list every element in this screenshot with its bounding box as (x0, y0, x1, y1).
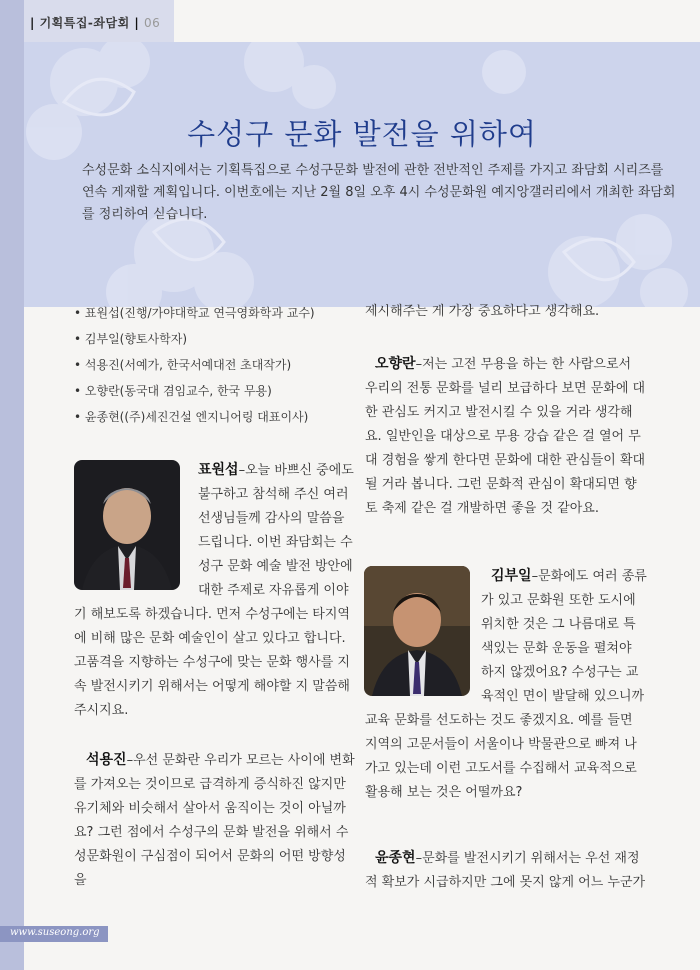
article-title: 수성구 문화 발전을 위하여 (187, 117, 537, 151)
attendee-item: • 윤종현((주)세진건설 엔지니어링 대표이사) (74, 404, 354, 430)
attendee-item: • 오향란(동국대 겸임교수, 한국 무용) (74, 378, 354, 404)
page-number: 06 (143, 16, 161, 30)
footer-url: www.suseong.org (10, 927, 100, 938)
section-label: 기획특집-좌담회 (39, 16, 130, 30)
speaker-name: 윤종현 (375, 850, 416, 866)
attendee-item: • 표원섭(진행/가야대학교 연극영화학과 교수) (74, 300, 354, 326)
attendee-list (74, 300, 354, 430)
section-header: | 기획특집-좌담회 | 06 (30, 16, 161, 30)
speaker-name: 오향란 (375, 356, 416, 372)
left-sidebar-strip (0, 0, 24, 970)
paragraph-text: –저는 고전 무용을 하는 한 사람으로서 우리의 전통 문화를 널리 보급하다 보면 문화에 대한 관심도 커지고 발전시킬 수 있을 거라 생각해요. 일반인을 대상으로 무용 강습 같은 걸 열어 무대 경험을 쌓게 한다면 문화에 대한 관심들이 확대될 거라 봅니다. 그런 문화적 관심이 확대되면 향토 축제 같은 걸 개발하면 좋을 것 같아요. (365, 357, 646, 516)
paragraph-pyo (74, 458, 356, 723)
paragraph-continued: 제시해주는 게 가장 중요하다고 생각해요. (365, 304, 600, 319)
speaker-name: 석용진 (86, 752, 127, 768)
paragraph-yoon (365, 846, 647, 895)
attendee-item: • 석용진(서예가, 한국서예대전 초대작가) (74, 352, 354, 378)
paragraph-kim (365, 564, 647, 805)
footer-url-bar (0, 926, 108, 942)
paragraph-seok (74, 748, 356, 893)
paragraph-text: –우선 문화란 우리가 모르는 사이에 변화를 가져오는 것이므로 급격하게 증식하진 않지만 유기체와 비슷해서 살아서 움직이는 것이 아닐까요? 그런 점에서 수성구의 문화 발전을 위해서 수성문화원이 구심점이 되어서 문화의 어떤 방향성을 (74, 753, 355, 888)
paragraph-text: –문화를 발전시키기 위해서는 우선 재정적 확보가 시급하지만 그에 못지 않게 어느 누군가 (365, 851, 646, 890)
paragraph-oh (365, 352, 647, 521)
paragraph-text: –문화에도 여러 종류가 있고 문화원 또한 도시에 위치한 것은 그 나름대로 특색있는 문화 운동을 펼쳐야 하지 않겠어요? 수성구는 교육적인 면이 발달해 있으니까 교육 문화를 선도하는 것도 좋겠지요. 예를 들면 지역의 고문서들이 서울이나 박물관으로 빠져 나가고 있는데 이런 고도서를 수집해서 교육적으로 활용해 보는 것은 어떨까요? (365, 569, 647, 800)
attendee-item: • 김부일(향토사학자) (74, 326, 354, 352)
speaker-name: 표원섭 (198, 462, 239, 478)
paragraph-text: –오늘 바쁘신 중에도 불구하고 참석해 주신 여러 선생님들께 감사의 말씀을 드립니다. 이번 좌담회는 수성구 문화 예술 발전 방안에 대한 주제로 자유롭게 이야기 해보도록 하겠습니다. 먼저 수성구에는 타지역에 비해 많은 문화 예술인이 살고 있다고 합니다. 고품격을 지향하는 수성구에 맞는 문화 행사를 지속 발전시키기 위해서는 어떻게 해야할 지 말씀해 주시지요. (74, 463, 354, 718)
speaker-name: 김부일 (491, 568, 532, 584)
intro-text: 수성문화 소식지에서는 기획특집으로 수성구문화 발전에 관한 전반적인 주제를 가지고 좌담회 시리즈를 연속 게재할 계획입니다. 이번호에는 지난 2월 8일 오후 4시 수성문화원 예지앙갤러리에서 개최한 좌담회를 정리하여 싣습니다. (82, 163, 676, 222)
intro-panel (24, 42, 700, 307)
